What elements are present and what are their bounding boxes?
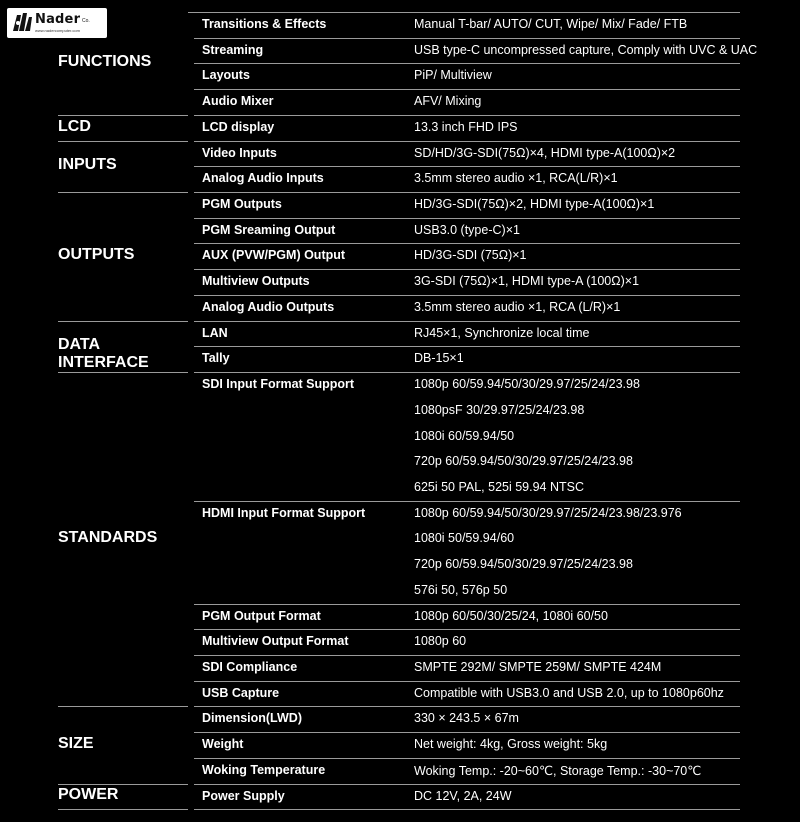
spec-value: 330 × 243.5 × 67m [414,711,519,726]
row-divider [194,604,740,605]
row-divider [194,629,740,630]
spec-value: HD/3G-SDI(75Ω)×2, HDMI type-A(100Ω)×1 [414,197,655,212]
spec-value: RJ45×1, Synchronize local time [414,325,590,340]
nader-logo-icon [11,11,33,34]
row-divider [194,655,740,656]
logo-co: Co. [82,18,90,24]
spec-label: LAN [202,325,228,340]
spec-value: SMPTE 292M/ SMPTE 259M/ SMPTE 424M [414,660,662,674]
row-divider [194,346,740,347]
spec-value: HD/3G-SDI (75Ω)×1 [414,248,527,263]
spec-value: 1080psF 30/29.97/25/24/23.98 [414,402,585,417]
spec-value: 1080p 60/50/30/25/24, 1080i 60/50 [414,608,608,623]
row-divider [194,681,740,682]
spec-label: Power Supply [202,788,285,803]
category-title-size: SIZE [58,735,94,753]
spec-value: 576i 50, 576p 50 [414,582,508,597]
spec-label: PGM Outputs [202,197,282,212]
spec-label: Transitions & Effects [202,17,327,31]
spec-label: HDMI Input Format Support [202,505,366,520]
spec-value: 1080p 60/59.94/50/30/29.97/25/24/23.98 [414,377,640,392]
spec-label: Analog Audio Inputs [202,171,324,186]
spec-label: Multiview Outputs [202,274,310,289]
spec-label: PGM Output Format [202,608,321,623]
category-divider [194,809,740,810]
category-divider [58,192,188,193]
category-divider [58,809,188,810]
category-divider [194,192,740,193]
spec-value: 625i 50 PAL, 525i 59.94 NTSC [414,479,585,494]
spec-value: USB type-C uncompressed capture, Comply with UVC & UAC [414,42,758,57]
category-title-power: POWER [58,786,119,804]
spec-value: 1080i 50/59.94/60 [414,531,515,546]
spec-label: Dimension(LWD) [202,711,302,726]
category-title-inputs: INPUTS [58,156,117,174]
spec-value: SD/HD/3G-SDI(75Ω)×4, HDMI type-A(100Ω)×2 [414,145,676,160]
category-divider [58,706,188,707]
spec-label: Weight [202,737,244,752]
spec-value: Woking Temp.: -20~60℃, Storage Temp.: -30~70℃ [414,763,702,778]
spec-label: PGM Sreaming Output [202,222,336,237]
spec-label: Video Inputs [202,145,277,160]
row-divider [194,63,740,64]
spec-label: LCD display [202,119,275,134]
logo-name: Nader [35,12,81,27]
category-divider [58,784,188,785]
spec-value: 720p 60/59.94/50/30/29.97/25/24/23.98 [414,557,633,572]
row-divider [194,89,740,90]
category-divider [194,115,740,116]
spec-label: AUX (PVW/PGM) Output [202,248,346,263]
spec-label: Layouts [202,68,250,83]
spec-value: 1080p 60/59.94/50/30/29.97/25/24/23.98/23.976 [414,505,682,520]
logo-url: www.nadercomputer.com [35,28,80,33]
spec-value: 1080p 60 [414,634,467,649]
spec-value: Compatible with USB3.0 and USB 2.0, up to 1080p60hz [414,685,724,700]
spec-label: Streaming [202,42,264,57]
spec-label: USB Capture [202,685,280,700]
row-divider [194,243,740,244]
row-divider [194,758,740,759]
row-divider [194,218,740,219]
category-divider [58,321,188,322]
row-divider [194,166,740,167]
spec-label: Audio Mixer [202,94,274,109]
spec-value: Manual T-bar/ AUTO/ CUT, Wipe/ Mix/ Fade/ FTB [414,17,688,31]
top-divider [188,12,740,13]
spec-value: DC 12V, 2A, 24W [414,788,512,803]
row-divider [194,732,740,733]
spec-label: SDI Compliance [202,660,298,674]
category-divider [194,706,740,707]
category-title-standards: STANDARDS [58,529,158,547]
spec-value: 13.3 inch FHD IPS [414,119,518,134]
row-divider [194,269,740,270]
category-divider [58,141,188,142]
spec-value: AFV/ Mixing [414,94,482,109]
spec-label: Multiview Output Format [202,634,349,649]
row-divider [194,38,740,39]
category-title-lcd: LCD [58,117,91,135]
row-divider [194,295,740,296]
spec-value: PiP/ Multiview [414,68,492,83]
category-divider [194,784,740,785]
category-divider [58,115,188,116]
spec-value: USB3.0 (type-C)×1 [414,222,520,237]
category-divider [194,372,740,373]
category-title-outputs: OUTPUTS [58,246,135,264]
category-divider [194,141,740,142]
nader-logo [7,8,107,38]
spec-value: 3.5mm stereo audio ×1, RCA(L/R)×1 [414,171,618,186]
spec-label: SDI Input Format Support [202,377,355,392]
category-title-data-interface: DATA INTERFACE [58,336,149,372]
row-divider [194,501,740,502]
spec-value: Net weight: 4kg, Gross weight: 5kg [414,737,608,752]
spec-value: 3.5mm stereo audio ×1, RCA (L/R)×1 [414,299,621,314]
category-divider [58,372,188,373]
spec-label: Analog Audio Outputs [202,299,335,314]
spec-value: 3G-SDI (75Ω)×1, HDMI type-A (100Ω)×1 [414,274,640,289]
category-divider [194,321,740,322]
spec-label: Woking Temperature [202,762,326,777]
spec-value: 720p 60/59.94/50/30/29.97/25/24/23.98 [414,454,633,469]
spec-value: 1080i 60/59.94/50 [414,428,515,443]
category-title-functions: FUNCTIONS [58,53,152,71]
spec-value: DB-15×1 [414,351,464,366]
spec-label: Tally [202,351,230,366]
